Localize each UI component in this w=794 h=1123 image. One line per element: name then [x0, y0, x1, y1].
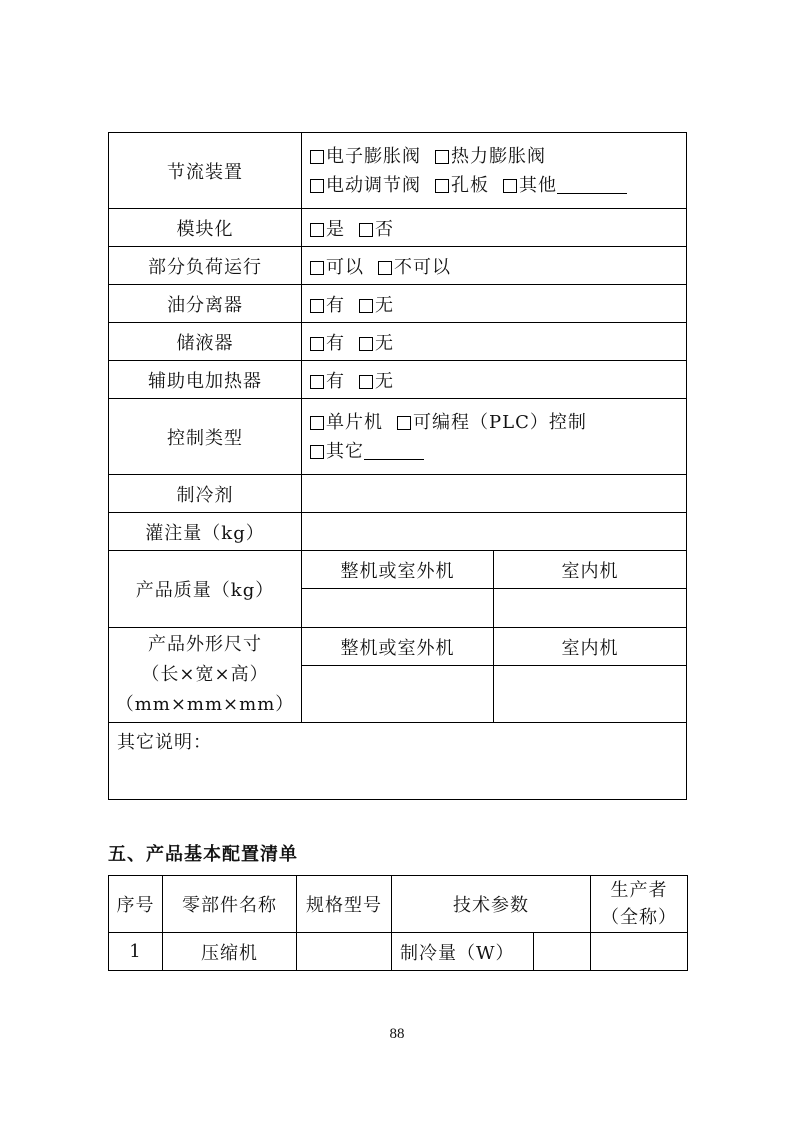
- config-header-row: [109, 876, 688, 933]
- oil-separator-options: [302, 285, 687, 323]
- checkbox-icon[interactable]: [310, 223, 324, 237]
- throttle-device-label: 节流装置: [109, 133, 302, 209]
- row-maker[interactable]: [591, 933, 688, 971]
- receiver-label: 储液器: [109, 323, 302, 361]
- remarks-label: 其它说明：: [117, 732, 212, 753]
- checkbox-icon[interactable]: [310, 416, 324, 430]
- row-mass-header: [109, 551, 687, 589]
- checkbox-icon[interactable]: [378, 261, 392, 275]
- checkbox-icon[interactable]: [310, 375, 324, 389]
- option-has[interactable]: 有: [310, 295, 345, 316]
- control-type-label: 控制类型: [109, 399, 302, 475]
- option-has[interactable]: 有: [310, 371, 345, 392]
- option-other[interactable]: 其他: [503, 175, 627, 196]
- row-receiver: [109, 323, 687, 361]
- aux-heater-options: [302, 361, 687, 399]
- option-none[interactable]: 无: [359, 333, 394, 354]
- product-info-form: [108, 132, 687, 800]
- header-index: 序号: [109, 876, 163, 933]
- option-no[interactable]: 否: [359, 219, 394, 240]
- row-model[interactable]: [297, 933, 392, 971]
- row-dimensions-header: [109, 628, 687, 666]
- dimensions-outdoor-header: 整机或室外机: [302, 628, 494, 666]
- other-fill-blank[interactable]: [557, 193, 627, 194]
- checkbox-icon[interactable]: [359, 337, 373, 351]
- config-list-table: [108, 875, 688, 971]
- checkbox-icon[interactable]: [310, 337, 324, 351]
- dimensions-outdoor-value[interactable]: [302, 666, 494, 723]
- throttle-device-options: [302, 133, 687, 209]
- oil-separator-label: 油分离器: [109, 285, 302, 323]
- option-electronic-expansion-valve[interactable]: 电子膨胀阀: [310, 146, 421, 167]
- row-refrigerant: [109, 475, 687, 513]
- mass-outdoor-value[interactable]: [302, 589, 494, 628]
- option-other[interactable]: 其它: [310, 441, 424, 462]
- checkbox-icon[interactable]: [359, 375, 373, 389]
- header-part-name: 零部件名称: [163, 876, 297, 933]
- mass-indoor-value[interactable]: [494, 589, 687, 628]
- checkbox-icon[interactable]: [397, 416, 411, 430]
- row-oil-separator: [109, 285, 687, 323]
- row-index: 1: [109, 933, 163, 971]
- option-can[interactable]: 可以: [310, 257, 364, 278]
- checkbox-icon[interactable]: [310, 150, 324, 164]
- checkbox-icon[interactable]: [435, 150, 449, 164]
- row-charge: [109, 513, 687, 551]
- option-electric-regulating-valve[interactable]: 电动调节阀: [310, 175, 421, 196]
- other-fill-blank[interactable]: [364, 459, 424, 460]
- checkbox-icon[interactable]: [359, 223, 373, 237]
- row-modular: [109, 209, 687, 247]
- option-yes[interactable]: 是: [310, 219, 345, 240]
- charge-value[interactable]: [302, 513, 687, 551]
- option-none[interactable]: 无: [359, 371, 394, 392]
- modular-label: 模块化: [109, 209, 302, 247]
- modular-options: [302, 209, 687, 247]
- row-param-name: 制冷量（W）: [392, 933, 534, 971]
- option-microcontroller[interactable]: 单片机: [310, 412, 383, 433]
- partial-load-options: [302, 247, 687, 285]
- mass-label: 产品质量（kg）: [109, 551, 302, 628]
- option-thermal-expansion-valve[interactable]: 热力膨胀阀: [435, 146, 546, 167]
- row-partial-load: [109, 247, 687, 285]
- option-orifice-plate[interactable]: 孔板: [435, 175, 489, 196]
- row-throttle-device: [109, 133, 687, 209]
- checkbox-icon[interactable]: [310, 299, 324, 313]
- dimensions-label: 产品外形尺寸 （长×宽×高） （mm×mm×mm）: [109, 628, 302, 723]
- refrigerant-value[interactable]: [302, 475, 687, 513]
- checkbox-icon[interactable]: [310, 261, 324, 275]
- table-row: [109, 933, 688, 971]
- checkbox-icon[interactable]: [310, 179, 324, 193]
- control-type-options: [302, 399, 687, 475]
- checkbox-icon[interactable]: [359, 299, 373, 313]
- checkbox-icon[interactable]: [310, 445, 324, 459]
- receiver-options: [302, 323, 687, 361]
- row-control-type: [109, 399, 687, 475]
- dimensions-indoor-header: 室内机: [494, 628, 687, 666]
- checkbox-icon[interactable]: [503, 179, 517, 193]
- row-part-name: 压缩机: [163, 933, 297, 971]
- dimensions-indoor-value[interactable]: [494, 666, 687, 723]
- option-plc[interactable]: 可编程（PLC）控制: [397, 412, 587, 433]
- row-aux-heater: [109, 361, 687, 399]
- option-none[interactable]: 无: [359, 295, 394, 316]
- header-model: 规格型号: [297, 876, 392, 933]
- checkbox-icon[interactable]: [435, 179, 449, 193]
- row-remarks: [109, 723, 687, 800]
- charge-label: 灌注量（kg）: [109, 513, 302, 551]
- section-title: 五、产品基本配置清单: [108, 844, 298, 865]
- mass-outdoor-header: 整机或室外机: [302, 551, 494, 589]
- header-tech-params: 技术参数: [392, 876, 591, 933]
- header-maker: 生产者 （全称）: [591, 876, 688, 933]
- row-param-value[interactable]: [534, 933, 591, 971]
- mass-indoor-header: 室内机: [494, 551, 687, 589]
- refrigerant-label: 制冷剂: [109, 475, 302, 513]
- option-cannot[interactable]: 不可以: [378, 257, 451, 278]
- option-has[interactable]: 有: [310, 333, 345, 354]
- remarks-field[interactable]: [109, 723, 687, 800]
- aux-heater-label: 辅助电加热器: [109, 361, 302, 399]
- partial-load-label: 部分负荷运行: [109, 247, 302, 285]
- page-number: 88: [389, 1026, 405, 1042]
